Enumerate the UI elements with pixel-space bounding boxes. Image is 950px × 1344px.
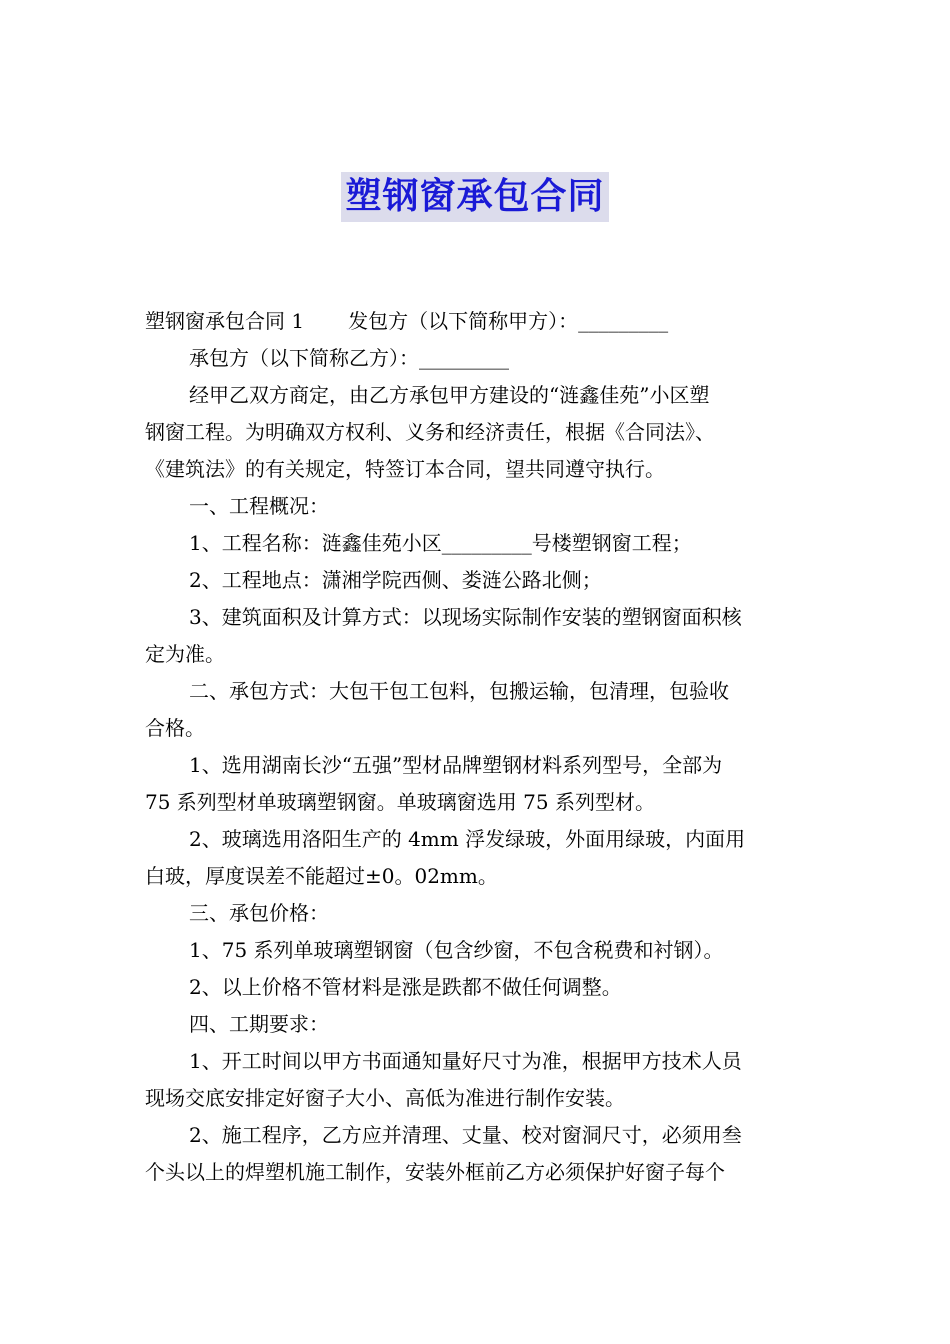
paragraph-line: 1、选用湖南长沙“五强”型材品牌塑钢材料系列型号，全部为 (189, 753, 723, 777)
paragraph-line: 经甲乙双方商定，由乙方承包甲方建设的“涟鑫佳苑”小区塑 (189, 383, 710, 407)
paragraph-line: 1、开工时间以甲方书面通知量好尺寸为准，根据甲方技术人员 (189, 1049, 742, 1073)
paragraph-line: 2、施工程序，乙方应并清理、丈量、校对窗洞尺寸，必须用叁 (189, 1123, 742, 1147)
paragraph-line-header (145, 303, 807, 340)
building-number-blank: _________ (441, 531, 532, 555)
party-a-blank: _________ (578, 309, 669, 333)
section-heading: 三、承包价格： (189, 901, 329, 925)
paragraph-line: 钢窗工程。为明确双方权利、义务和经济责任，根据《合同法》、 (145, 420, 715, 444)
title-block (0, 172, 950, 222)
section-heading: 二、承包方式：大包干包工包料，包搬运输，包清理，包验收 (189, 679, 729, 703)
party-b-blank: _________ (419, 346, 509, 370)
section-heading: 四、工期要求： (189, 1012, 329, 1036)
paragraph-line-party-b (145, 340, 807, 377)
paragraph-line: 2、工程地点：潇湘学院西侧、娄涟公路北侧； (189, 568, 602, 592)
document-body (145, 303, 807, 1191)
paragraph-line: 定为准。 (145, 642, 225, 666)
paragraph-line: 合格。 (145, 716, 205, 740)
paragraph-line: 75 系列型材单玻璃塑钢窗。单玻璃窗选用 75 系列型材。 (145, 790, 655, 814)
paragraph-line: 2、以上价格不管材料是涨是跌都不做任何调整。 (189, 975, 622, 999)
party-a-label: 发包方（以下简称甲方）： (348, 309, 579, 333)
party-b-label: 承包方（以下简称乙方）： (189, 346, 419, 370)
project-name-label: 1、工程名称：涟鑫佳苑小区 (189, 531, 442, 555)
contract-number-label: 塑钢窗承包合同 1 (145, 309, 305, 333)
paragraph-line: 《建筑法》的有关规定，特签订本合同，望共同遵守执行。 (145, 457, 665, 481)
paragraph-line-project-name (145, 525, 807, 562)
section-heading: 一、工程概况： (189, 494, 329, 518)
paragraph-line: 1、75 系列单玻璃塑钢窗（包含纱窗，不包含税费和衬钢）。 (189, 938, 724, 962)
paragraph-line: 2、玻璃选用洛阳生产的 4mm 浮发绿玻，外面用绿玻，内面用 (189, 827, 746, 851)
paragraph-line: 白玻，厚度误差不能超过±0。02mm。 (145, 864, 498, 888)
paragraph-line: 现场交底安排定好窗子大小、高低为准进行制作安装。 (145, 1086, 625, 1110)
paragraph-line: 3、建筑面积及计算方式：以现场实际制作安装的塑钢窗面积核 (189, 605, 742, 629)
paragraph-line: 个头以上的焊塑机施工制作，安装外框前乙方必须保护好窗子每个 (145, 1160, 725, 1184)
document-title: 塑钢窗承包合同 (341, 172, 608, 222)
project-name-suffix: 号楼塑钢窗工程； (531, 531, 692, 555)
